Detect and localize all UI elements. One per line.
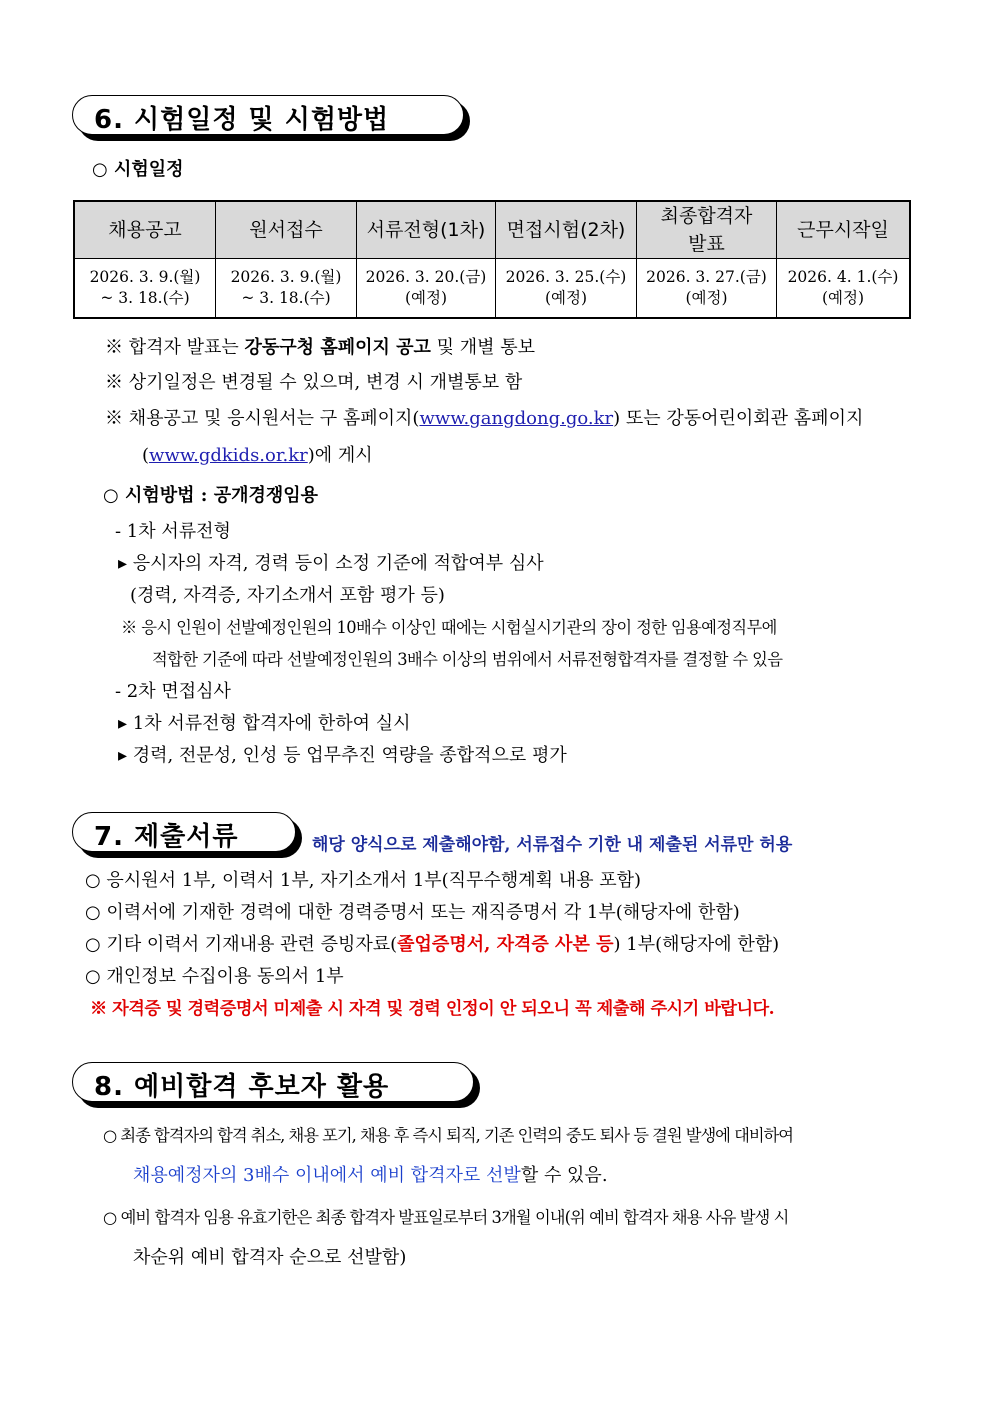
- method-step2-a: ▸ 1차 서류전형 합격자에 한하여 실시: [118, 713, 411, 734]
- section-6-title: 6. 시험일정 및 시험방법: [94, 105, 390, 135]
- gangdong-link[interactable]: www.gangdong.go.kr: [419, 408, 614, 429]
- doc-warning: ※ 자격증 및 경력증명서 미제출 시 자격 및 경력 인정이 안 되오니 꼭 제출해 주시기 바랍니다.: [90, 999, 775, 1019]
- section-8-title: 8. 예비합격 후보자 활용: [94, 1072, 390, 1102]
- section-8-header: [72, 1062, 482, 1106]
- method-step1-note: ※ 응시 인원이 선발예정인원의 10배수 이상인 때에는 시험실시기관의 장이 정한 임용예정직무에: [121, 618, 777, 637]
- doc-item-2: ○ 이력서에 기재한 경력에 대한 경력증명서 또는 재직증명서 각 1부(해당자에 한함): [85, 902, 740, 923]
- date-cell: 2026. 3. 20.(금) (예정): [357, 259, 496, 319]
- doc-item-4: ○ 개인정보 수집이용 동의서 1부: [85, 966, 344, 987]
- note-schedule-change: ※ 상기일정은 변경될 수 있으며, 변경 시 개별통보 함: [105, 372, 523, 393]
- section-6-header: [72, 95, 472, 139]
- section-7-subtitle: 해당 양식으로 제출해야함, 서류접수 기한 내 제출된 서류만 허용: [312, 835, 793, 855]
- method-step1-b: (경력, 자격증, 자기소개서 포함 평가 등): [130, 585, 445, 606]
- header-cell: 근무시작일: [777, 201, 911, 259]
- reserve-item-2: ○ 예비 합격자 임용 유효기한은 최종 합격자 발표일로부터 3개월 이내(위 예비 합격자 채용 사유 발생 시: [103, 1208, 789, 1227]
- header-final-line1: 최종합격자: [660, 205, 753, 227]
- header-cell-final: [637, 201, 777, 259]
- method-step1-a: ▸ 응시자의 자격, 경력 등이 소정 기준에 적합여부 심사: [118, 553, 544, 574]
- reserve-item-2-cont: 차순위 예비 합격자 순으로 선발함): [133, 1247, 407, 1268]
- section-7-title: 7. 제출서류: [94, 822, 239, 852]
- date-cell: 2026. 3. 9.(월) ~ 3. 18.(수): [216, 259, 357, 319]
- reserve-item-1: ○ 최종 합격자의 합격 취소, 채용 포기, 채용 후 즉시 퇴직, 기존 인력의 중도 퇴사 등 결원 발생에 대비하여: [103, 1126, 794, 1145]
- doc-item-1: ○ 응시원서 1부, 이력서 1부, 자기소개서 1부(직무수행계획 내용 포함): [85, 870, 642, 891]
- method-label: ○ 시험방법 : 공개경쟁임용: [103, 485, 319, 506]
- method-step2-b: ▸ 경력, 전문성, 인성 등 업무추진 역량을 종합적으로 평가: [118, 745, 567, 766]
- schedule-label: ○ 시험일정: [92, 159, 184, 180]
- schedule-date-row: [74, 259, 910, 319]
- header-cell: 면접시험(2차): [496, 201, 637, 259]
- method-step2: - 2차 면접심사: [115, 681, 231, 702]
- gdkids-link[interactable]: www.gdkids.or.kr: [149, 445, 308, 466]
- date-cell: 2026. 3. 27.(금) (예정): [637, 259, 777, 319]
- method-step1-note-cont: 적합한 기준에 따라 선발예정인원의 3배수 이상의 범위에서 서류전형합격자를 결정할 수 있음: [152, 650, 783, 669]
- schedule-header-row: [74, 201, 910, 259]
- date-cell: 2026. 3. 9.(월) ~ 3. 18.(수): [74, 259, 216, 319]
- method-step1: - 1차 서류전형: [115, 521, 231, 542]
- note-homepage: ※ 채용공고 및 응시원서는 구 홈페이지(www.gangdong.go.kr) 또는 강동어린이회관 홈페이지: [105, 408, 864, 429]
- date-cell: 2026. 4. 1.(수) (예정): [777, 259, 911, 319]
- header-cell: 원서접수: [216, 201, 357, 259]
- note-homepage-cont: (www.gdkids.or.kr)에 게시: [142, 445, 373, 466]
- header-cell: 서류전형(1차): [357, 201, 496, 259]
- note-announcement: ※ 합격자 발표는 강동구청 홈페이지 공고 및 개별 통보: [105, 337, 536, 358]
- section-7-header: [72, 812, 304, 856]
- header-cell: 채용공고: [74, 201, 216, 259]
- date-cell: 2026. 3. 25.(수) (예정): [496, 259, 637, 319]
- schedule-table: [73, 200, 911, 319]
- header-final-line2: 발표: [688, 233, 725, 255]
- doc-item-3: ○ 기타 이력서 기재내용 관련 증빙자료(졸업증명서, 자격증 사본 등) 1부(해당자에 한함): [85, 934, 780, 955]
- reserve-item-1-cont: 채용예정자의 3배수 이내에서 예비 합격자로 선발할 수 있음.: [133, 1165, 608, 1186]
